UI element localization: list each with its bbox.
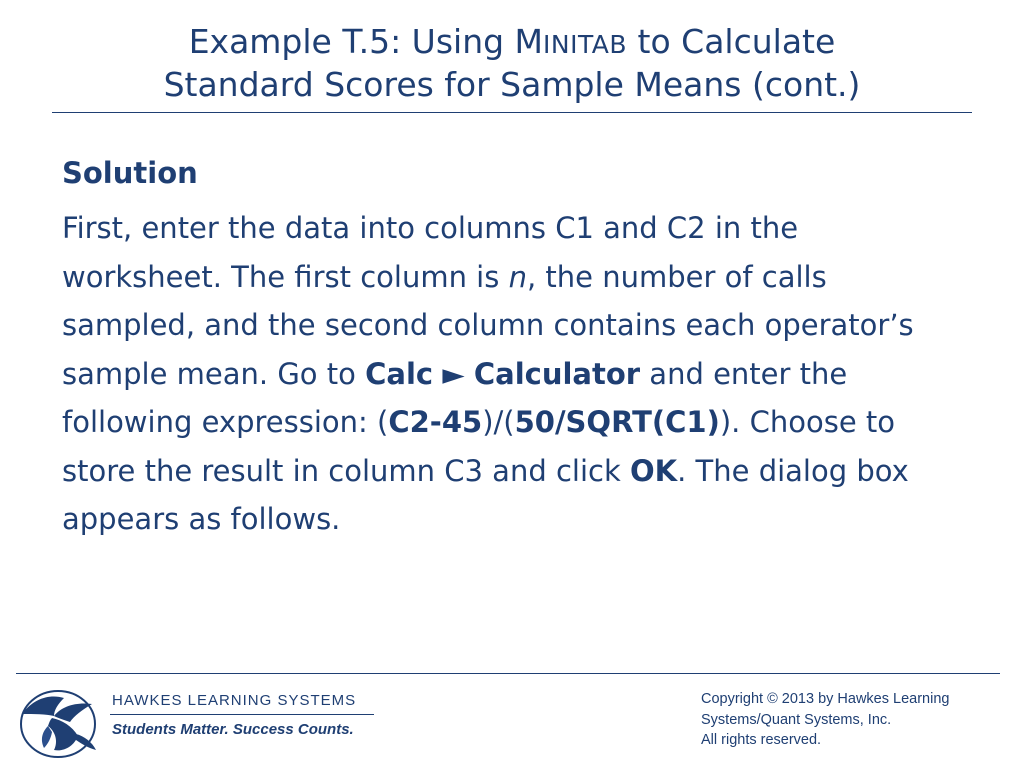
slide-title-line1: Example T.5: Using MINITAB to Calculate <box>188 22 836 61</box>
solution-paragraph: First, enter the data into columns C1 and C2 in the worksheet. The first column is n, the number of calls sampled, and the second column contains each operator’s sample mean. Go to Calc ► Calculator and enter the following expression: (C2-45)/(50/SQRT(C1)). Choose to store the result in column C3 and click OK. The dialog box appears as follows. <box>62 211 914 536</box>
section-heading: Solution <box>62 156 198 190</box>
copyright-line: Systems/Quant Systems, Inc. <box>701 711 892 728</box>
company-tagline: Students Matter. Success Counts. <box>112 721 354 738</box>
company-underline <box>110 714 374 715</box>
slide-title-line2: Standard Scores for Sample Means (cont.) <box>163 65 861 104</box>
copyright-line: All rights reserved. <box>701 732 822 748</box>
expression-part1: C2-45 <box>388 405 483 439</box>
variable-n: n <box>508 259 527 294</box>
menu-calculator: Calculator <box>473 356 641 391</box>
footer-divider <box>16 673 1000 674</box>
copyright-line: Copyright © 2013 by Hawkes Learning <box>701 691 950 707</box>
hawk-logo-icon <box>18 684 102 760</box>
menu-arrow-icon: ► <box>442 356 465 391</box>
company-name: HAWKES LEARNING SYSTEMS <box>112 692 357 709</box>
slide-body <box>62 150 962 544</box>
menu-calc: Calc <box>365 356 434 391</box>
ok-label: OK <box>629 453 678 488</box>
expression-part2: 50/SQRT(C1) <box>514 405 720 439</box>
copyright-notice <box>701 689 1011 751</box>
title-divider <box>52 112 972 113</box>
slide-title <box>52 22 972 105</box>
